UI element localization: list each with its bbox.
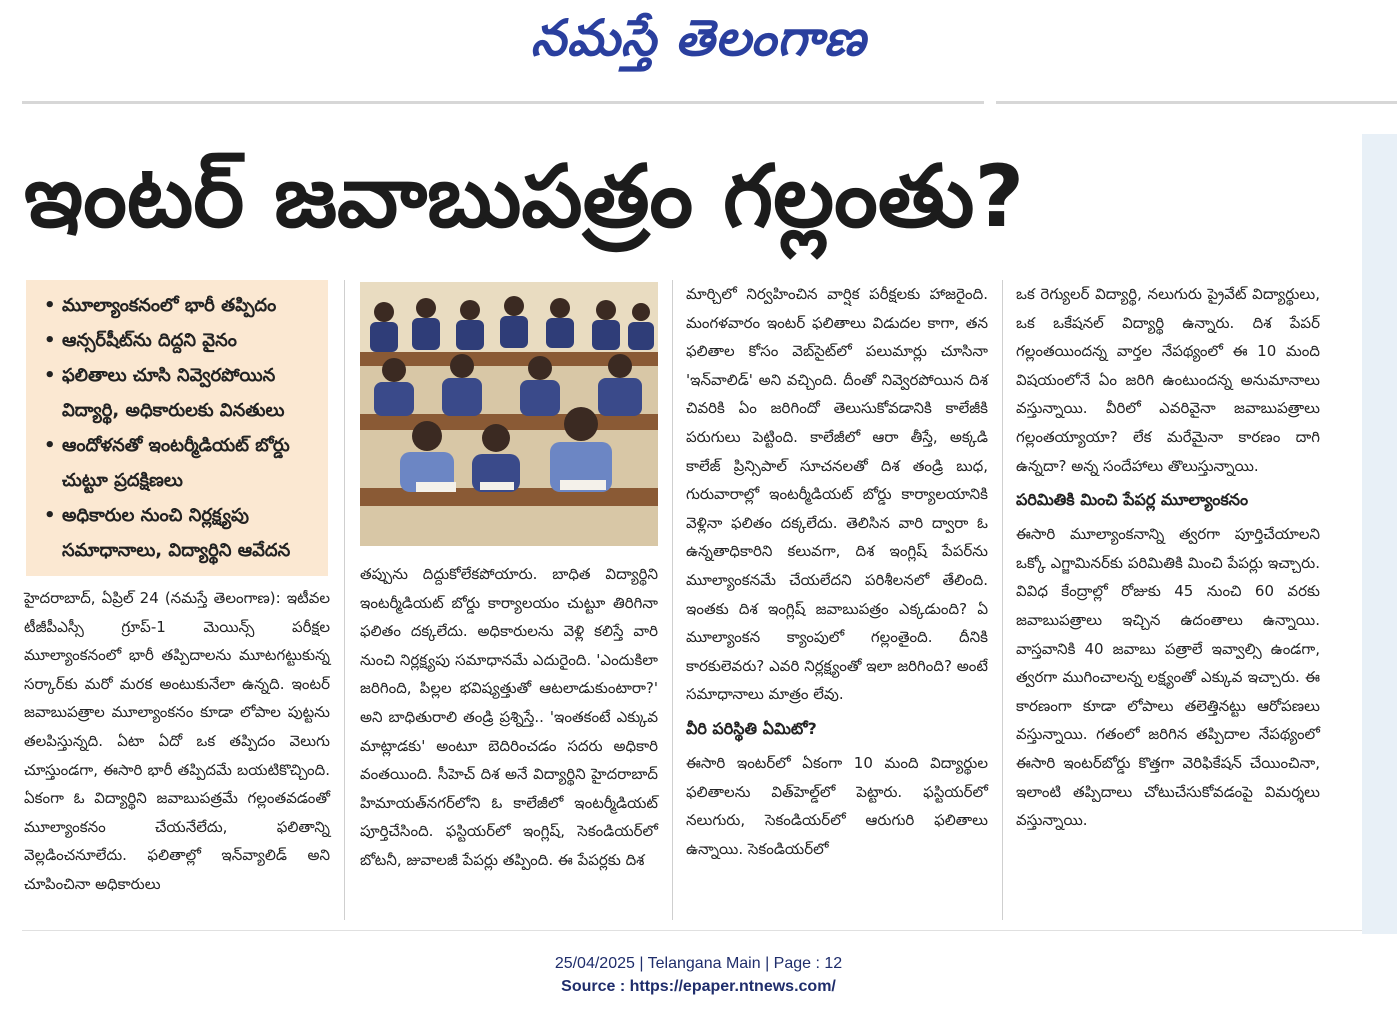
bullet-icon: • <box>44 365 56 386</box>
adjacent-column-strip <box>1362 134 1397 934</box>
article-paragraph: హైదరాబాద్, ఏప్రిల్ 24 (నమస్తే తెలంగాణ): ఇటీవల టీజీపీఎస్సీ గ్రూప్-1 మెయిన్స్ పరీక్షల మూల్యాంకనంలో భారీ తప్పిదాలను మూటగట్టుకున్న సర్కార్‌కు మరో మరక అంటుకునేలా ఉన్నది. ఇంటర్ జవాబుపత్రాల మూల్యాంకనం కూడా లోపాల పుట్టను తలపిస్తున్నది. ఏటా ఏదో ఒక తప్పిదం వెలుగు చూస్తుండగా, ఈసారి భారీ తప్పిదమే బయటికొచ్చింది. ఏకంగా ఓ విద్యార్థిని జవాబుపత్రమే గల్లంతవడంతో మూల్యాంకనం చేయనేలేదు, ఫలితాన్ని వెల్లడించనూలేదు. ఫలితాల్లో ఇన్‌వ్యాలిడ్ అని చూపించినా అధికారులు <box>24 589 330 893</box>
highlight-item: • ఫలితాలు చూసి నివ్వెరపోయిన విద్యార్థి, అధికారులకు వినతులు <box>44 358 318 428</box>
subheading: వీరి పరిస్థితి ఏమిటో? <box>686 718 817 738</box>
headline: ఇంటర్ జవాబుపత్రం గల్లంతు? <box>24 147 1025 247</box>
bottom-divider <box>22 930 1362 931</box>
bullet-icon: • <box>44 435 56 456</box>
article-paragraph: తప్పును దిద్దుకోలేకపోయారు. బాధిత విద్యార్థిని ఇంటర్మీడియట్ బోర్డు కార్యాలయం చుట్టూ తిరిగినా ఫలితం దక్కలేదు. అధికారులను వెళ్లి కలిస్తే వారి నుంచి నిర్లక్ష్యపు సమాధానమే ఎదురైంది. 'ఎందుకిలా జరిగింది, పిల్లల భవిష్యత్తుతో ఆటలాడుకుంటారా?' అని బాధితురాలి తండ్రి ప్రశ్నిస్తే.. 'ఇంతకంటే ఎక్కువ మాట్లాడకు' అంటూ బెదిరించడం సదరు అధికారి వంతయింది. సీహెచ్ దిశ అనే విద్యార్థిని హైదరాబాద్ హిమాయత్‌నగర్‌లోని ఓ కాలేజీలో ఇంటర్మీడియట్ పూర్తిచేసింది. ఫస్టియర్‌లో ఇంగ్లిష్, సెకండియర్‌లో బోటనీ, జువాలజీ పేపర్లు తప్పింది. ఈ పేపర్లకు దిశ <box>360 565 658 869</box>
footer-date-page: 25/04/2025 | Telangana Main | Page : 12 <box>554 955 843 972</box>
newspaper-title: నమస్తే తెలంగాణ <box>530 9 867 67</box>
highlight-item: • అధికారుల నుంచి నిర్లక్ష్యపు సమాధానాలు, విద్యార్థిని ఆవేదన <box>44 498 318 568</box>
article-paragraph: మార్చిలో నిర్వహించిన వార్షిక పరీక్షలకు హాజరైంది. మంగళవారం ఇంటర్ ఫలితాలు విడుదల కాగా, తన ఫలితాల కోసం వెబ్‌సైట్‌లో పలుమార్లు చూసినా 'ఇన్‌వాలిడ్' అని వచ్చింది. దీంతో నివ్వెరపోయిన దిశ చివరికి ఏం జరిగిందో తెలుసుకోవడానికి కాలేజీకి పరుగులు పెట్టింది. కాలేజీలో ఆరా తీస్తే, అక్కడి కాలేజ్ ప్రిన్సిపాల్ సూచనలతో దిశ తండ్రి బుధ, గురువారాల్లో ఇంటర్మీడియట్ బోర్డు కార్యాలయానికి వెళ్లినా ఫలితం దక్కలేదు. తెలిసిన వారి ద్వారా ఓ ఉన్నతాధికారిని కలువగా, దిశ ఇంగ్లిష్ పేపర్‌ను మూల్యాంకనమే చేయలేదని పరిశీలనలో తేలింది. ఇంతకు దిశ ఇంగ్లిష్ జవాబుపత్రం ఎక్కడుంది? ఏ మూల్యాంకన క్యాంపులో గల్లంతైంది. దీనికి కారకులెవరు? ఎవరి నిర్లక్ష్యంతో ఇలా జరిగింది? అంటే సమాధానాలు మాత్రం లేవు. <box>686 285 988 704</box>
highlight-item: • ఆందోళనతో ఇంటర్మీడియట్ బోర్డు చుట్టూ ప్రదక్షిణలు <box>44 428 318 498</box>
footer-source[interactable]: Source : https://epaper.ntnews.com/ <box>561 978 836 995</box>
column-divider <box>672 280 673 920</box>
highlight-item: • ఆన్సర్‌షీట్‌ను దిద్దని వైనం <box>44 323 318 358</box>
article-paragraph: ఈసారి ఇంటర్‌లో ఏకంగా 10 మంది విద్యార్థుల ఫలితాలను విత్‌హెల్డ్‌లో పెట్టారు. ఫస్టియర్‌లో నలుగురు, సెకండియర్‌లో ఆరుగురి ఫలితాలు ఉన్నాయి. సెకండియర్‌లో <box>686 753 988 858</box>
subheading: పరిమితికి మించి పేపర్ల మూల్యాంకనం <box>1016 490 1249 510</box>
article-column-4 <box>1016 280 1320 835</box>
bullet-icon: • <box>44 505 56 526</box>
column-divider <box>344 280 345 920</box>
highlight-item: • మూల్యాంకనంలో భారీ తప్పిదం <box>44 288 318 323</box>
bullet-icon: • <box>44 330 56 351</box>
column-divider <box>1002 280 1003 920</box>
highlights-box <box>26 280 328 576</box>
article-column-2 <box>360 560 658 875</box>
bullet-icon: • <box>44 295 56 316</box>
students-exam-hall-photo <box>360 282 658 546</box>
article-column-3 <box>686 280 988 863</box>
article-column-1 <box>24 584 330 899</box>
article-paragraph: ఒక రెగ్యులర్ విద్యార్థి, నలుగురు ప్రైవేట్ విద్యార్థులు, ఒక ఒకేషనల్ విద్యార్థి ఉన్నారు. దిశ పేపర్ గల్లంతయిందన్న వార్తల నేపథ్యంలో ఈ 10 మంది విషయంలోనే ఏం జరిగి ఉంటుందన్న అనుమానాలు వస్తున్నాయి. వీరిలో ఎవరివైనా జవాబుపత్రాలు గల్లంతయ్యాయా? లేక మరేమైనా కారణం దాగి ఉన్నదా? అన్న సందేహాలు తొలుస్తున్నాయి. <box>1016 285 1320 475</box>
masthead <box>0 0 1397 78</box>
article-paragraph: ఈసారి మూల్యాంకనాన్ని త్వరగా పూర్తిచేయాలని ఒక్కో ఎగ్జామినర్‌కు పరిమితికి మించి పేపర్లు ఇచ్చారు. వివిధ కేంద్రాల్లో రోజుకు 45 నుంచి 60 వరకు జవాబుపత్రాలు ఇచ్చిన ఉదంతాలు ఉన్నాయి. వాస్తవానికి 40 జవాబు పత్రాలే ఇవ్వాల్సి ఉండగా, త్వరగా ముగించాలన్న లక్ష్యంతో ఎక్కువ ఇచ్చారు. ఈ కారణంగా కూడా లోపాలు తలెత్తినట్టు ఆరోపణలు వస్తున్నాయి. గతంలో జరిగిన తప్పిదాల నేపథ్యంలో ఈసారి ఇంటర్‌బోర్డు కొత్తగా వెరిఫికేషన్ చేయించినా, ఇలాంటి తప్పిదాలు చోటుచేసుకోవడంపై విమర్శలు వస్తున్నాయి. <box>1016 525 1320 830</box>
footer <box>0 952 1397 998</box>
top-divider <box>22 101 984 104</box>
top-divider-right <box>996 101 1397 104</box>
exam-photo-illustration <box>360 282 658 546</box>
